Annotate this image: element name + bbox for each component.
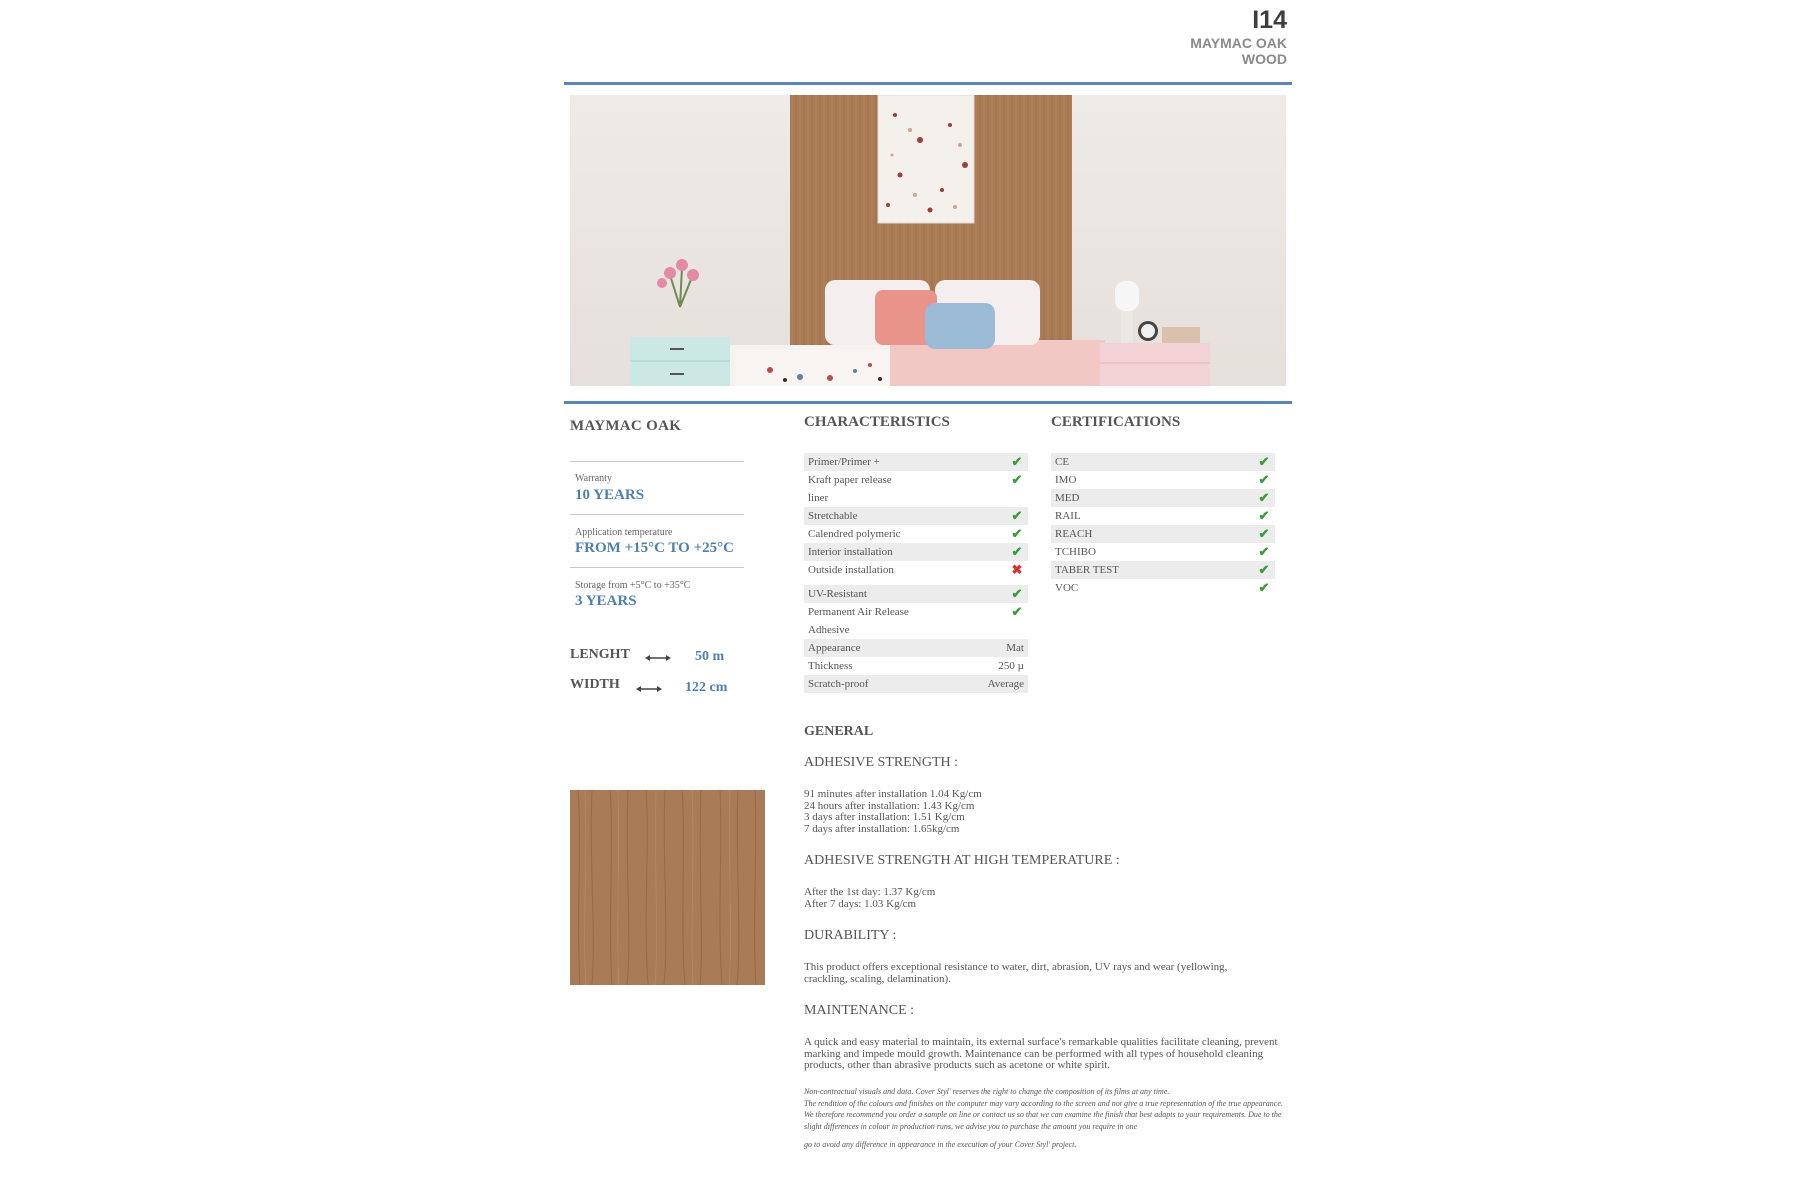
certifications-label: CE [1055, 456, 1070, 468]
certifications-row [1051, 471, 1275, 489]
check-icon: ✔ [1011, 544, 1023, 559]
spec-separator [570, 567, 744, 568]
product-name: MAYMAC OAK [570, 418, 682, 434]
adhesive-strength-list [804, 789, 1304, 835]
certifications-label: RAIL [1055, 510, 1081, 522]
certifications-label: IMO [1055, 474, 1077, 486]
mid-divider [564, 401, 1292, 404]
adhesive-strength-title: ADHESIVE STRENGTH : [804, 755, 958, 770]
certifications-row [1051, 525, 1275, 543]
characteristics-table [804, 453, 1028, 693]
check-icon: ✔ [1258, 544, 1270, 559]
check-icon: ✔ [1258, 562, 1270, 577]
warranty-label: Warranty [575, 473, 612, 484]
disclaimer-line: The rendition of the colours and finishes on the computer may vary according to the screen and not give a true representation of the true appearance. We therefore recommend you order a sample on line or contact us so that we can examine the finish that best adapts to your requirements. Due to the slight differences in colour in production runs, we advise you to purchase the amount you require in one [804, 1098, 1283, 1131]
characteristics-label: Interior installation [808, 546, 893, 558]
characteristics-label: Stretchable [808, 510, 858, 522]
certifications-label: REACH [1055, 528, 1093, 540]
check-icon: ✔ [1011, 604, 1023, 619]
check-icon: ✔ [1258, 472, 1270, 487]
product-code: I14 [1252, 6, 1287, 34]
disclaimer-line: Non-contractual visuals and data. Cover Styl' reserves the right to change the composition of its films at any time. [804, 1087, 1170, 1096]
adhesive-line: 3 days after installation: 1.51 Kg/cm [804, 811, 965, 823]
characteristics-row [804, 561, 1028, 579]
characteristics-label: Scratch-proof [808, 678, 869, 690]
check-icon: ✔ [1258, 454, 1270, 469]
certifications-row [1051, 543, 1275, 561]
characteristics-label: liner [808, 492, 829, 504]
durability-title: DURABILITY : [804, 928, 897, 943]
wood-swatch-image [570, 790, 765, 985]
double-arrow-icon [645, 650, 671, 668]
characteristics-label: Primer/Primer + [808, 456, 880, 468]
certifications-row [1051, 507, 1275, 525]
characteristics-row [804, 585, 1028, 603]
characteristics-value: Mat [1006, 642, 1024, 654]
characteristics-row [804, 621, 1028, 639]
characteristics-row [804, 507, 1028, 525]
high-temp-line: After the 1st day: 1.37 Kg/cm [804, 886, 936, 898]
storage-label: Storage from +5°C to +35°C [575, 580, 691, 591]
characteristics-row [804, 657, 1028, 675]
width-value: 122 cm [685, 680, 728, 695]
warranty-value: 10 YEARS [575, 487, 645, 503]
characteristics-label: Appearance [808, 642, 861, 654]
storage-value: 3 YEARS [575, 593, 637, 609]
maintenance-title: MAINTENANCE : [804, 1003, 915, 1018]
certifications-label: MED [1055, 492, 1080, 504]
top-divider [564, 82, 1292, 85]
spec-separator [570, 461, 744, 462]
check-icon: ✔ [1258, 580, 1270, 595]
characteristics-row [804, 639, 1028, 657]
certifications-title: CERTIFICATIONS [1051, 414, 1181, 430]
high-temp-title: ADHESIVE STRENGTH AT HIGH TEMPERATURE : [804, 853, 1120, 868]
certifications-label: TABER TEST [1055, 564, 1120, 576]
characteristics-label: Kraft paper release [808, 474, 892, 486]
maintenance-text: A quick and easy material to maintain, its external surface's remarkable qualities facilitate cleaning, prevent marking and impede mould growth. Maintenance can be performed with all types of household cleaning products, other than abrasive products such as acetone or white spirit. [804, 1036, 1278, 1071]
check-icon: ✔ [1258, 490, 1270, 505]
check-icon: ✔ [1011, 454, 1023, 469]
characteristics-row [804, 525, 1028, 543]
certifications-label: VOC [1055, 582, 1079, 594]
width-label: WIDTH [570, 677, 620, 692]
characteristics-row [804, 489, 1028, 507]
disclaimer-line: go to avoid any difference in appearance in the execution of your Cover Styl' project. [804, 1140, 1077, 1149]
certifications-label: TCHIBO [1055, 546, 1096, 558]
certifications-row [1051, 579, 1275, 597]
header-name-line-1: MAYMAC OAK [1190, 35, 1287, 51]
certifications-row [1051, 453, 1275, 471]
application-temp-label: Application temperature [575, 527, 673, 538]
certifications-table [1051, 453, 1275, 597]
characteristics-row [804, 675, 1028, 693]
disclaimer [804, 1086, 1294, 1151]
characteristics-title: CHARACTERISTICS [804, 414, 950, 430]
characteristics-row [804, 603, 1028, 621]
characteristics-label: Permanent Air Release [808, 606, 909, 618]
check-icon: ✔ [1011, 508, 1023, 523]
check-icon: ✔ [1011, 472, 1023, 487]
spec-separator [570, 514, 744, 515]
characteristics-label: UV-Resistant [808, 588, 867, 600]
application-temp-value: FROM +15°C TO +25°C [575, 540, 734, 556]
high-temp-list [804, 887, 1304, 910]
check-icon: ✔ [1011, 526, 1023, 541]
check-icon: ✔ [1011, 586, 1023, 601]
general-title: GENERAL [804, 724, 874, 739]
characteristics-label: Outside installation [808, 564, 894, 576]
header-name-line-2: WOOD [1241, 51, 1287, 67]
characteristics-row [804, 453, 1028, 471]
characteristics-label: Thickness [808, 660, 853, 672]
check-icon: ✔ [1258, 526, 1270, 541]
double-arrow-icon [636, 681, 662, 699]
characteristics-label: Calendred polymeric [808, 528, 901, 540]
characteristics-value: 250 µ [998, 660, 1024, 672]
characteristics-label: Adhesive [808, 624, 850, 636]
characteristics-row [804, 543, 1028, 561]
characteristics-row [804, 471, 1028, 489]
certifications-row [1051, 489, 1275, 507]
check-icon: ✔ [1258, 508, 1270, 523]
length-label: LENGHT [570, 647, 630, 662]
length-value: 50 m [695, 649, 725, 664]
adhesive-line: 91 minutes after installation 1.04 Kg/cm [804, 788, 982, 800]
characteristics-value: Average [987, 678, 1024, 690]
cross-icon: ✖ [1011, 562, 1023, 577]
high-temp-line: After 7 days: 1.03 Kg/cm [804, 897, 917, 910]
durability-text: This product offers exceptional resistance to water, dirt, abrasion, UV rays and wear (yellowing, crackling, scaling, delamination). [804, 961, 1228, 985]
hero-bedroom-image [570, 95, 1286, 386]
adhesive-line: 24 hours after installation: 1.43 Kg/cm [804, 799, 975, 812]
certifications-row [1051, 561, 1275, 579]
adhesive-line: 7 days after installation: 1.65kg/cm [804, 822, 960, 835]
